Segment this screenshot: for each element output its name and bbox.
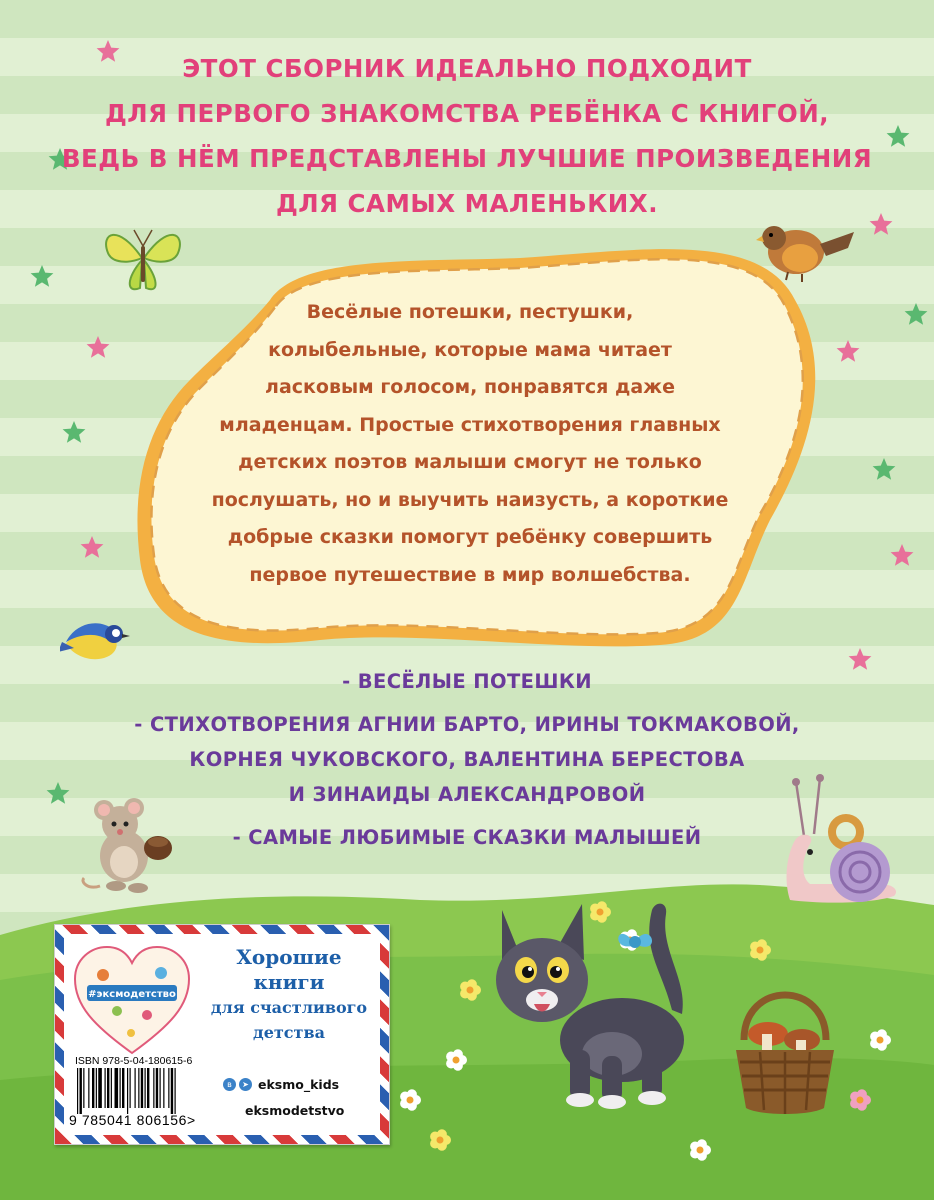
barcode-bar <box>77 1068 78 1114</box>
barcode-bar <box>122 1068 124 1108</box>
barcode-bar <box>175 1068 176 1114</box>
barcode <box>75 1068 215 1114</box>
headline-line: ЭТОТ СБОРНИК ИДЕАЛЬНО ПОДХОДИТ <box>182 54 752 83</box>
publisher-card <box>54 924 390 1145</box>
barcode-bar <box>105 1068 106 1108</box>
barcode-bar <box>160 1068 161 1108</box>
description-line: добрые сказки помогут ребёнку совершить <box>227 526 713 548</box>
barcode-bar <box>156 1068 158 1108</box>
description-line: послушать, но и выучить наизусть, а короткие <box>211 488 729 511</box>
contents-line: И ЗИНАИДЫ АЛЕКСАНДРОВОЙ <box>288 783 646 806</box>
barcode-bar <box>98 1068 102 1108</box>
social-handle[interactable]: eksmo_kids <box>258 1076 340 1092</box>
description-line: колыбельные, которые мама читает <box>268 338 672 361</box>
website-handle[interactable]: eksmodetstvo <box>245 1102 345 1118</box>
barcode-arrow: > <box>187 1112 196 1128</box>
kitten-icon <box>492 890 732 1120</box>
barcode-bar <box>111 1068 112 1108</box>
social-links <box>223 1071 379 1123</box>
isbn-label: ISBN 978-5-04-180615-6 <box>75 1055 193 1067</box>
description-line: детских поэтов малыши смогут не только <box>238 451 702 473</box>
barcode-bar <box>138 1068 139 1108</box>
mushroom-basket-icon <box>730 980 840 1120</box>
vk-icon[interactable]: в <box>223 1078 236 1091</box>
barcode-bar <box>147 1068 149 1108</box>
barcode-bar <box>107 1068 109 1108</box>
barcode-bar <box>115 1068 119 1108</box>
heart-tag: #эксмодетство <box>88 989 176 1000</box>
barcode-bar <box>92 1068 94 1108</box>
contents-line: - ВЕСЁЛЫЕ ПОТЕШКИ <box>342 670 592 693</box>
slogan-line: книги <box>253 970 325 994</box>
barcode-bar <box>171 1068 173 1114</box>
barcode-bar <box>120 1068 121 1108</box>
slogan-line: Хорошие <box>236 945 342 969</box>
telegram-icon[interactable]: ➤ <box>239 1078 252 1091</box>
social-row <box>223 1071 379 1097</box>
heart-emblem-icon <box>73 945 191 1057</box>
contents-line: - СТИХОТВОРЕНИЯ АГНИИ БАРТО, ИРИНЫ ТОКМАКОВОЙ, <box>134 713 800 736</box>
headline-line: ДЛЯ САМЫХ МАЛЕНЬКИХ. <box>275 189 659 218</box>
barcode-bar <box>163 1068 164 1108</box>
barcode-bar <box>80 1068 82 1114</box>
mouse-icon <box>80 790 180 900</box>
barcode-number: 9 785041 806156 <box>69 1112 187 1128</box>
contents-line: КОРНЕЯ ЧУКОВСКОГО, ВАЛЕНТИНА БЕРЕСТОВА <box>189 748 745 771</box>
headline-line: ВЕДЬ В НЁМ ПРЕДСТАВЛЕНЫ ЛУЧШИЕ ПРОИЗВЕДЕНИЯ <box>61 144 873 173</box>
barcode-bar <box>127 1068 128 1114</box>
barcode-digits <box>69 1112 196 1128</box>
barcode-bar <box>96 1068 97 1108</box>
barcode-bar <box>141 1068 143 1108</box>
website-row <box>223 1097 379 1123</box>
barcode-bar <box>88 1068 89 1108</box>
slogan <box>203 945 375 1045</box>
barcode-bar <box>168 1068 169 1108</box>
description-line: младенцам. Простые стихотворения главных <box>219 413 721 436</box>
slogan-line: для счастливого <box>210 998 368 1017</box>
description-line: Весёлые потешки, пестушки, <box>306 301 634 323</box>
snail-icon <box>780 772 900 912</box>
barcode-bar <box>145 1068 146 1108</box>
description-line: ласковым голосом, понравятся даже <box>265 376 675 398</box>
headline-line: ДЛЯ ПЕРВОГО ЗНАКОМСТВА РЕБЁНКА С КНИГОЙ, <box>104 99 830 128</box>
slogan-line: детства <box>253 1023 325 1042</box>
barcode-bar <box>135 1068 136 1108</box>
barcode-bar <box>83 1068 84 1108</box>
barcode-bar <box>153 1068 154 1108</box>
barcode-bar <box>130 1068 131 1108</box>
contents-line: - САМЫЕ ЛЮБИМЫЕ СКАЗКИ МАЛЫШЕЙ <box>232 826 702 849</box>
description-line: первое путешествие в мир волшебства. <box>249 563 691 586</box>
